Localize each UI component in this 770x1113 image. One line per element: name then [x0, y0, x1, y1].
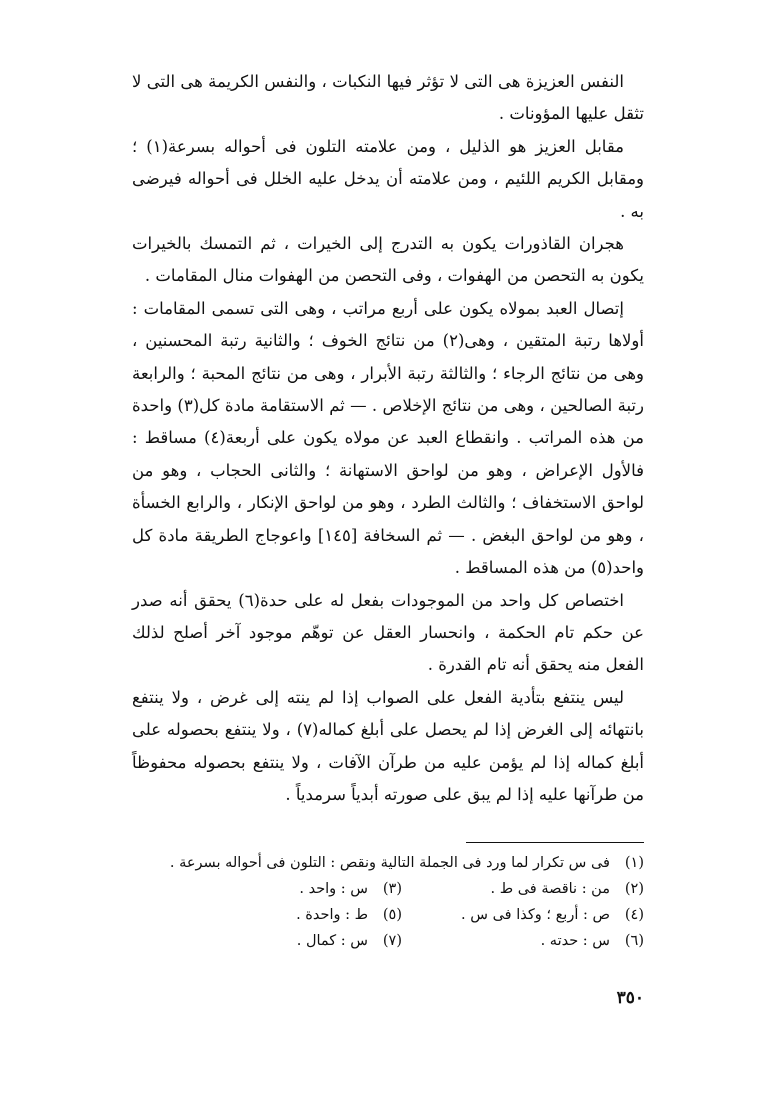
footnote-number: (٧) [382, 933, 402, 949]
footnote-text: س : كمال . [296, 933, 368, 949]
paragraph-2: مقابل العزيز هو الذليل ، ومن علامته التلون فى أحواله بسرعة(١) ؛ ومقابل الكريم اللئيم ، ومن علامته أن يدخل عليه الخلل فى أحواله فيرضى به . [132, 136, 644, 221]
footnote-text: ط : واحدة . [296, 907, 368, 923]
footnote-text: س : واحد . [299, 881, 368, 897]
footnote-5 [132, 902, 402, 928]
footnote-number: (٣) [382, 881, 402, 897]
footnote-4 [402, 902, 644, 928]
footnotes [132, 850, 644, 954]
footnote-divider [466, 842, 644, 843]
footnote-number: (٦) [624, 933, 644, 949]
paragraph-5: اختصاص كل واحد من الموجودات بفعل له على حدة(٦) يحقق أنه صدر عن حكم تام الحكمة ، وانحسار العقل عن توهّم موجود آخر أصلح لذلك الفعل منه يحقق أنه تام القدرة . [132, 590, 644, 675]
paragraph-6: ليس ينتفع بتأدية الفعل على الصواب إذا لم ينته إلى غرض ، ولا ينتفع بانتهائه إلى الغرض إذا لم يحصل على أبلغ كماله(٧) ، ولا ينتفع بحصوله على أبلغ كماله إذا لم يؤمن عليه من طرآن الآفات ، ولا ينتفع بحصوله محفوظاً من طرآنها عليه إذا لم يبق على صورته أبدياً سرمدياً . [132, 687, 644, 804]
footnote-6 [402, 928, 644, 954]
footnote-number: (٤) [624, 907, 644, 923]
page-number: ٣٥٠ [616, 988, 644, 1008]
footnote-text: س : حدته . [540, 933, 610, 949]
footnote-text: ص : أربع ؛ وكذا فى س . [461, 907, 610, 923]
paragraph-3: هجران القاذورات يكون به التدرج إلى الخيرات ، ثم التمسك بالخيرات يكون به التحصن من الهفوات ، وفى التحصن من الهفوات منال المقامات . [132, 234, 644, 286]
main-text [132, 66, 644, 811]
footnote-number: (٢) [624, 881, 644, 897]
footnote-text: فى س تكرار لما ورد فى الجملة التالية ونقص : التلون فى أحواله بسرعة . [169, 855, 610, 871]
footnote-row [132, 850, 644, 876]
footnote-7 [132, 928, 402, 954]
footnote-row [132, 876, 644, 902]
footnote-1 [132, 850, 644, 876]
paragraph-4: إتصال العبد بمولاه يكون على أربع مراتب ، وهى التى تسمى المقامات : أولاها رتبة المتقين ، وهى(٢) من نتائج الخوف ؛ والثانية رتبة المحسنين ، وهى من نتائج الرجاء ؛ والثالثة رتبة الأبرار ، وهى من نتائج المحبة ؛ والرابعة رتبة الصالحين ، وهى من نتائج الإخلاص . — ثم الاستقامة مادة كل(٣) واحدة من هذه المراتب . وانقطاع العبد عن مولاه يكون على أربعة(٤) مساقط : فالأول الإعراض ، وهو من لواحق الاستهانة ؛ والثانى الحجاب ، وهو من لواحق الاستخفاف ؛ والثالث الطرد ، وهو من لواحق الإنكار ، والرابع الخسأة ، وهو من لواحق البغض . — ثم السخافة [١٤٥] واعوجاج الطريقة مادة كل واحد(٥) من هذه المساقط . [132, 298, 644, 578]
paragraph-1: النفس العزيزة هى التى لا تؤثر فيها النكبات ، والنفس الكريمة هى التى لا تثقل عليها المؤونات . [132, 72, 644, 124]
footnote-number: (٥) [382, 907, 402, 923]
footnote-row [132, 928, 644, 954]
footnote-number: (١) [624, 855, 644, 871]
footnote-2 [402, 876, 644, 902]
footnote-row [132, 902, 644, 928]
footnote-text: من : ناقصة فى ط . [490, 881, 610, 897]
footnote-3 [132, 876, 402, 902]
